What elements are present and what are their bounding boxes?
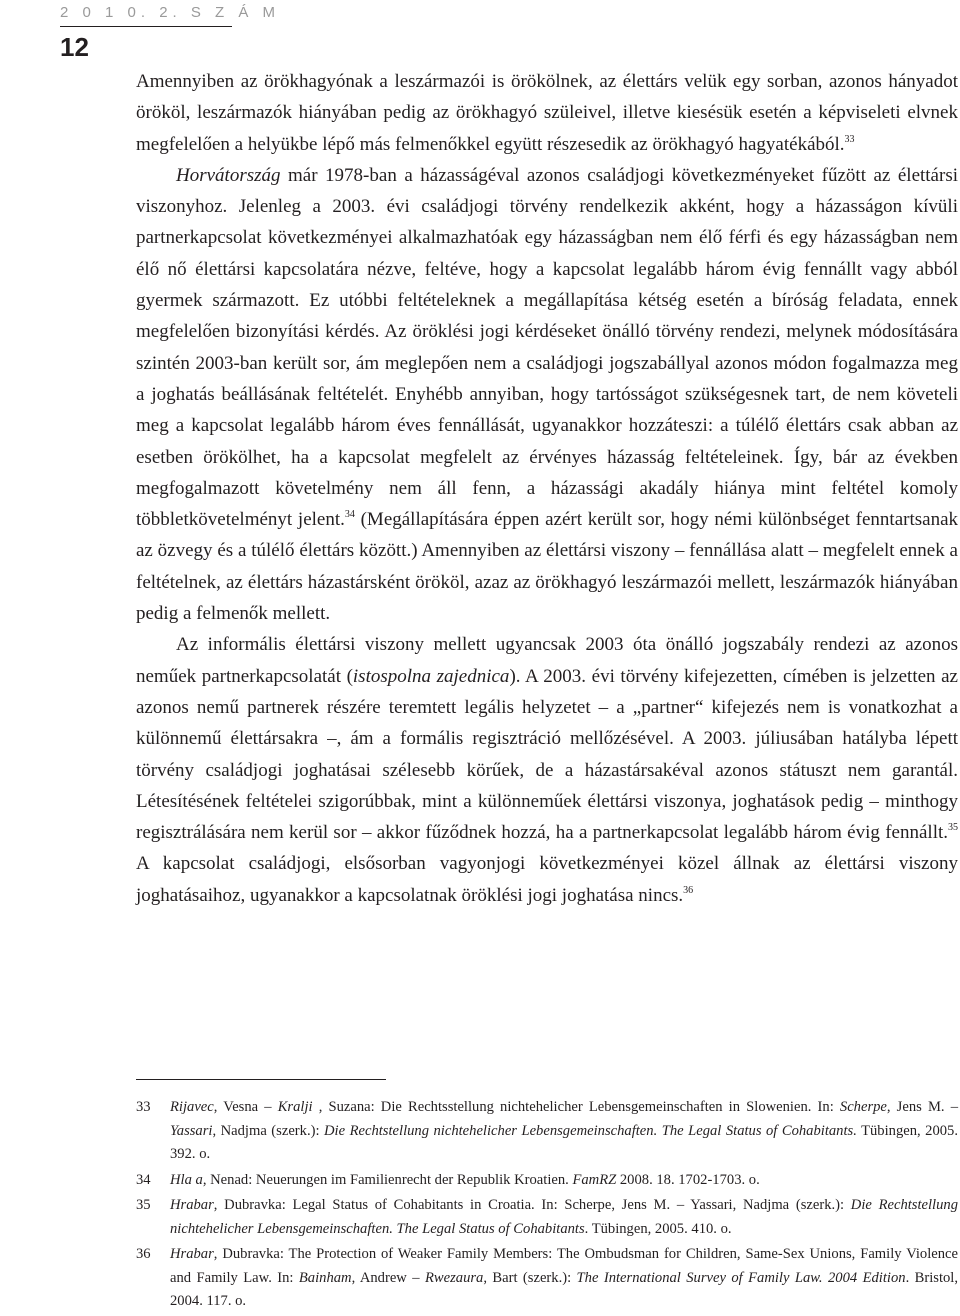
footnote-text: . Tübingen, 2005. 410. o.: [584, 1220, 732, 1237]
footnote-text: 2008. 18. 1702-1703. o.: [616, 1171, 760, 1188]
footnote-ref-33[interactable]: 33: [844, 133, 855, 145]
footnote-text: . Bristol, 2004. 117. o.: [170, 1269, 958, 1309]
footnote-author: Hrabar: [170, 1197, 214, 1213]
paragraph-2-country: Horvátország: [176, 164, 281, 186]
footnote-text: , Andrew –: [351, 1269, 425, 1286]
paragraph-3-text-c: A kapcsolat családjogi, elsősorban vagyonjogi következményei közel állnak az élettársi viszony joghatásaihoz, ugyanakkor a kapcsolatnak öröklési jogi joghatása nincs.: [136, 853, 958, 906]
footnote-title: The International Survey of Family Law. 2004 Edition: [576, 1269, 906, 1286]
footnote-text: , Dubravka: The Protection of Weaker Family Members: The Ombudsman for Children, Same-Sex Unions, Family Violence and Family Law. In:: [170, 1246, 958, 1286]
footnote-text: , Jens M. –: [886, 1099, 958, 1115]
paragraph-2-text-b: (Megállapítására éppen azért került sor, hogy némi különbséget fenntartsanak az özvegy és a túlélő élettárs között.) Amennyiben az élettársi viszony – fennállása alatt – megfelelt ennek a feltételnek, az élettárs házastársként örököl, azaz az örökhagyó leszármazói mellett, leszármazók hiányában pedig a felmenők mellett.: [136, 509, 959, 625]
footnote-35: [136, 1194, 958, 1241]
paragraph-3: [136, 629, 958, 911]
footnote-rule: [136, 1079, 386, 1080]
footnote-36: [136, 1243, 958, 1314]
paragraph-3-text-b: ). A 2003. évi törvény kifejezetten, címében is jelzetten az azonos nemű partnerek részére teremtett legális helyzetet – a „partner“ kifejezés nem is vonatkozhat a különnemű élettársakra –, ám a formális regisztráció mellőzésével. A 2003. júliusában hatályba lépett törvény családjogi joghatásai szélesebb körűek, de a házastársakéval azonos státuszt nem garantál. Létesítésének feltételei szigorúbbak, mint a különneműek élettársi viszonya, joghatások pedig – minthogy regisztrálására nem kerül sor – akkor fűződnek hozzá, ha a partnerkapcsolat legalább három évig fennállt.: [136, 665, 958, 844]
paragraph-2-text-a: már 1978-ban a házasságéval azonos családjogi következményeket fűzött az élettársi viszonyhoz. Jelenleg a 2003. évi családjogi törvény rendelkezik akként, hogy a házasságon kívüli partnerkapcsolat következményei alkalmazhatóak egy házasságban nem élő férfi és egy házasságban nem élő nő élettársi kapcsolatára nézve, feltéve, hogy a kapcsolat legalább három évig fennállt vagy abból gyermek származott. Ez utóbbi feltételeknek a megállapítása kétség esetén a bíróság feladata, ennek megfelelően bizonyítási kérdés. Az öröklési jogi kérdéseket önálló törvény rendezi, melynek módosítására szintén 2003-ban került sor, ám meglepően nem a családjogi jogszabállyal azonos módon fogalmazza meg a joghatás beállásának feltételét. Enyhébb annyiban, hogy tartósságot szükségesnek tart, de nem követeli meg a kapcsolat legalább három éves fennállását, ugyanakkor hozzáteszi: a túlélő élettárs csak abban az esetben örökölhet, ha a kapcsolat megfelelt az érvényes házasság feltételeinek. Így, bár az években megfogalmazott követelmény nem áll fenn, a házassági akadály hiánya mint feltétel komoly többletkövetelményt jelent.: [136, 164, 958, 531]
footnote-text: , Vesna –: [213, 1099, 278, 1115]
footnote-ref-35[interactable]: 35: [948, 822, 958, 834]
footnote-editor: Rwezaura: [424, 1269, 484, 1286]
footnote-title: Die Rechtstellung nichtehelicher Lebensgemeinschaften. The Legal Status of Cohabitants: [170, 1197, 959, 1237]
page-number: 12: [60, 32, 89, 62]
footnote-text: , Nadjma (szerk.):: [212, 1122, 325, 1139]
footnote-34: [136, 1169, 958, 1193]
paragraph-3-text-a: Az informális élettársi viszony mellett ugyancsak 2003 óta önálló jogszabály rendezi az azonos neműek partnerkapcsolatát (: [136, 634, 958, 687]
paragraph-1: [136, 66, 958, 160]
running-head: 2 0 1 0. 2. S Z Á M: [60, 4, 281, 21]
footnote-number: 36: [136, 1246, 151, 1262]
footnote-journal: FamRZ: [572, 1171, 617, 1188]
footnote-editor: Scherpe: [839, 1099, 887, 1115]
footnote-author: Rijavec: [170, 1099, 214, 1115]
footnote-number: 34: [136, 1171, 151, 1188]
footnote-editor: Bainham: [298, 1269, 352, 1286]
footnote-title: Die Rechtstellung nichtehelicher Lebensgemeinschaften. The Legal Status of Cohabitants.: [324, 1122, 857, 1139]
footnote-number: 35: [136, 1197, 151, 1213]
header-rule: [60, 26, 232, 27]
footnote-number: 33: [136, 1099, 151, 1115]
paragraph-2: [136, 160, 958, 629]
paragraph-3-term: istospolna zajednica: [352, 665, 510, 687]
footnote-ref-34[interactable]: 34: [344, 509, 355, 521]
footnote-text: , Suzana: Die Rechtsstellung nichtehelicher Lebensgemeinschaften in Slowenien. In:: [312, 1099, 840, 1115]
footnote-33: [136, 1096, 958, 1167]
footnote-author: Hla a: [170, 1171, 203, 1188]
footnote-author: Hrabar: [170, 1246, 214, 1262]
footnote-editor: Yassari: [170, 1122, 213, 1139]
footnote-text: , Nenad: Neuerungen im Familienrecht der Republik Kroatien.: [202, 1171, 573, 1188]
paragraph-1-text: Amennyiben az örökhagyónak a leszármazói is örökölnek, az élettárs velük egy sorban, azonos hányadot örököl, leszármazók hiányában pedig az örökhagyó szüleivel, illetve kiesésük esetén a képviseleti elvnek megfelelően a helyükbe lépő más felmenőkkel együtt részesedik az örökhagyó hagyatékából.: [136, 71, 958, 155]
footnotes: [136, 1096, 958, 1316]
body-text: [136, 66, 958, 911]
footnote-text: , Dubravka: Legal Status of Cohabitants in Croatia. In: Scherpe, Jens M. – Yassari, Nadjma (szerk.):: [213, 1197, 851, 1213]
footnote-ref-36[interactable]: 36: [683, 884, 694, 896]
footnote-author: Kralji: [277, 1099, 313, 1115]
footnote-text: , Bart (szerk.):: [483, 1269, 577, 1286]
footnote-text: Tübingen, 2005. 392. o.: [170, 1122, 958, 1162]
